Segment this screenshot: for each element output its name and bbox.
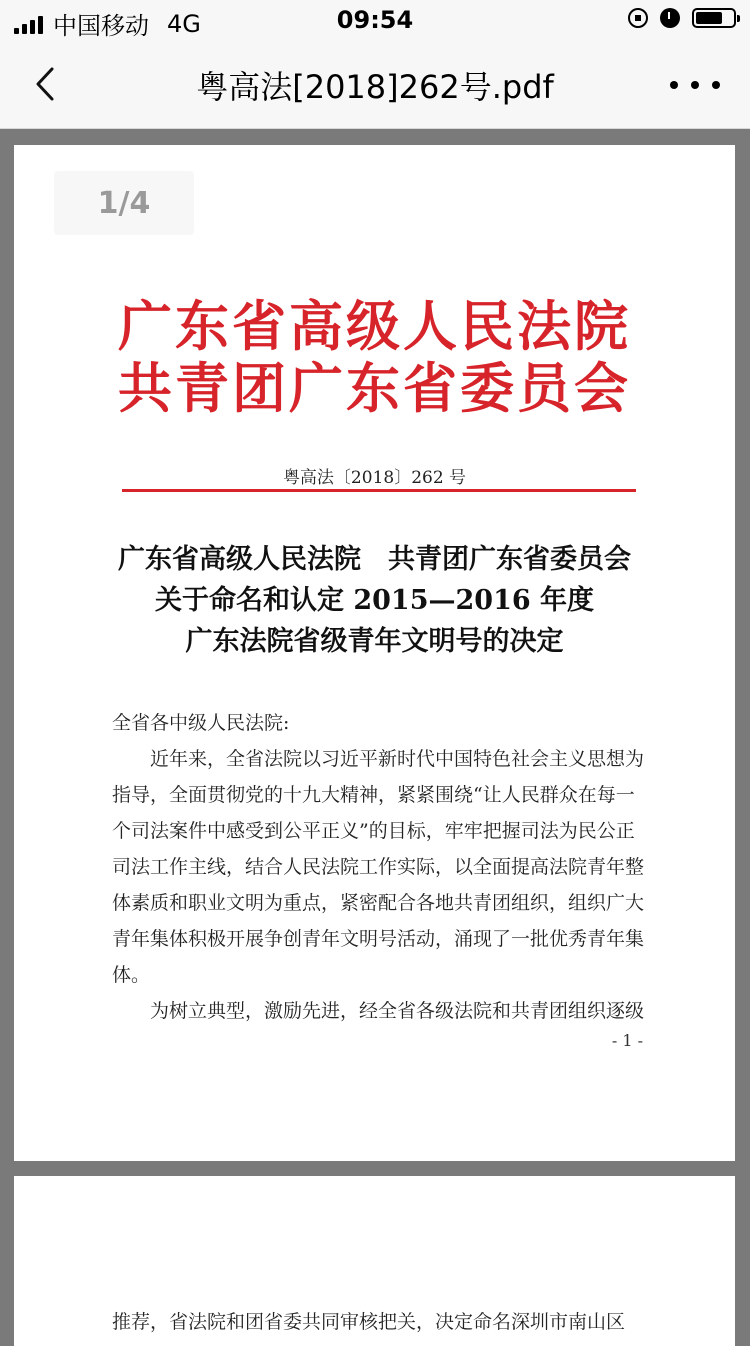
page-footer-number: - 1 -	[611, 1031, 643, 1050]
salutation: 全省各中级人民法院:	[112, 712, 290, 734]
page-indicator: 1/4	[54, 171, 194, 235]
heading-line-1: 广东省高级人民法院 共青团广东省委员会	[118, 544, 631, 575]
heading-line-2: 关于命名和认定 2015—2016 年度	[154, 585, 595, 616]
pdf-page-1[interactable]	[14, 145, 735, 1161]
network-type: 4G	[167, 9, 201, 38]
document-number: 粤高法〔2018〕262 号	[282, 468, 467, 488]
red-divider	[122, 489, 636, 492]
clock: 09:54	[336, 6, 414, 34]
header-line-2: 共青团广东省委员会	[118, 356, 631, 420]
back-button[interactable]	[30, 66, 66, 102]
more-options-button[interactable]	[670, 70, 720, 100]
more-horizontal-icon	[670, 81, 678, 89]
chevron-left-icon	[30, 66, 66, 102]
heading-line-3: 广东法院省级青年文明号的决定	[185, 626, 564, 657]
issuing-authorities-header	[14, 295, 735, 419]
navigation-bar	[0, 40, 750, 129]
status-bar	[0, 0, 750, 40]
document-heading	[14, 539, 735, 662]
paragraph-2: 为树立典型，激励先进，经全省各级法院和共青团组织逐级	[150, 1000, 645, 1022]
page-2-paragraph: 推荐，省法院和团省委共同审核把关，决定命名深圳市南山区	[112, 1311, 626, 1333]
pdf-page-2[interactable]	[14, 1176, 735, 1346]
battery-icon	[692, 8, 736, 28]
alarm-icon	[660, 8, 680, 28]
carrier-name: 中国移动	[53, 12, 149, 40]
document-body	[112, 705, 652, 1029]
header-line-1: 广东省高级人民法院	[118, 294, 631, 358]
rotation-lock-icon	[628, 8, 648, 28]
paragraph-1: 近年来，全省法院以习近平新时代中国特色社会主义思想为指导，全面贯彻党的十九大精神，紧紧围绕“让人民群众在每一个司法案件中感受到公平正义”的目标，牢牢把握司法为民公正司法工作主线，结合人民法院工作实际，以全面提高法院青年整体素质和职业文明为重点，紧密配合各地共青团组织，组织广大青年集体积极开展争创青年文明号活动，涌现了一批优秀青年集体。	[112, 748, 645, 986]
document-title: 粤高法[2018]262号.pdf	[196, 68, 554, 106]
